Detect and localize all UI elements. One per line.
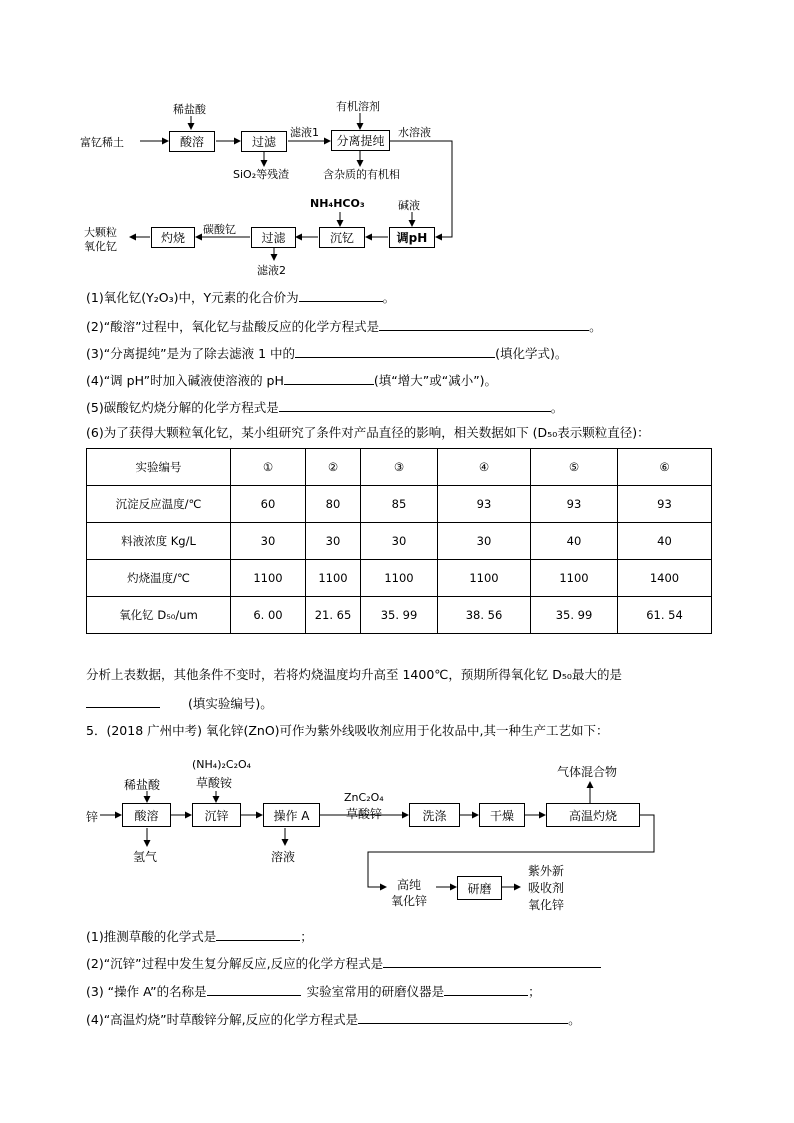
flow2-step-wash: 洗涤 <box>409 803 460 827</box>
flow2-reagent-formula: (NH₄)₂C₂O₄ <box>192 758 252 771</box>
flow1-residue: SiO₂等残渣 <box>233 168 290 181</box>
flow1-nh4hco3: NH₄HCO₃ <box>310 197 365 210</box>
table-cell: 1100 <box>306 560 361 597</box>
flow1-step-separate: 分离提纯 <box>331 130 390 151</box>
question-1-1: (1)氧化钇(Y₂O₃)中，Y元素的化合价为 。 <box>86 287 395 307</box>
table-cell: ① <box>231 449 306 486</box>
table-cell: 30 <box>438 523 531 560</box>
question-1-2: (2)“酸溶”过程中，氧化钇与盐酸反应的化学方程式是 。 <box>86 316 602 336</box>
flow1-step-calcine: 灼烧 <box>151 227 195 248</box>
answer-blank[interactable] <box>216 926 300 941</box>
table-cell: ② <box>306 449 361 486</box>
question-5-header: 5．(2018 广州中考) 氧化锌(ZnO)可作为紫外线吸收剂应用于化妆品中,其一种生产工艺如下： <box>86 723 609 738</box>
question-1-3: (3)“分离提纯”是为了除去滤液 1 中的 (填化学式)。 <box>86 343 567 363</box>
flow2-final-line3: 氧化锌 <box>528 898 565 912</box>
flow2-gas: 气体混合物 <box>557 765 618 779</box>
flow1-product-line2: 氧化钇 <box>84 240 117 253</box>
table-cell: 1400 <box>618 560 712 597</box>
table-cell: ④ <box>438 449 531 486</box>
table-cell: 30 <box>361 523 438 560</box>
flow2-step-grind: 研磨 <box>457 876 502 900</box>
table-cell: 料液浓度 Kg/L <box>87 523 231 560</box>
flow2-solution: 溶液 <box>271 850 296 864</box>
answer-blank[interactable] <box>444 981 528 996</box>
flow1-carbonate: 碳酸钇 <box>203 223 236 236</box>
table-cell: 实验编号 <box>87 449 231 486</box>
flow2-step-op: 操作 A <box>263 803 320 827</box>
question-1-5: (5)碳酸钇灼烧分解的化学方程式是 。 <box>86 397 563 417</box>
question-5-3: (3) “操作 A”的名称是 实验室常用的研磨仪器是 ； <box>86 981 541 1001</box>
flow1-filtrate2: 滤液2 <box>257 264 286 277</box>
flow2-product-name: 草酸锌 <box>346 807 383 821</box>
flow2-step-precip: 沉锌 <box>192 803 241 827</box>
question-5-2: (2)“沉锌”过程中发生复分解反应,反应的化学方程式是 <box>86 953 601 973</box>
table-cell: 沉淀反应温度/℃ <box>87 486 231 523</box>
answer-blank[interactable] <box>383 953 601 968</box>
flow1-aqueous: 水溶液 <box>398 126 431 139</box>
table-cell: 38. 56 <box>438 597 531 634</box>
flow1-acid: 稀盐酸 <box>173 103 206 116</box>
table-cell: 35. 99 <box>531 597 618 634</box>
flow1-input: 富钇稀土 <box>80 136 124 149</box>
question-1-4: (4)“调 pH”时加入碱液使溶液的 pH (填“增大”或“减小”)。 <box>86 370 497 390</box>
analysis-line2: (填实验编号)。 <box>86 693 273 713</box>
table-cell: 21. 65 <box>306 597 361 634</box>
table-cell: 30 <box>306 523 361 560</box>
table-cell: 1100 <box>438 560 531 597</box>
flow2-pure-line1: 高纯 <box>397 878 422 892</box>
flow2-acid: 稀盐酸 <box>124 778 161 792</box>
question-5-4: (4)“高温灼烧”时草酸锌分解,反应的化学方程式是 。 <box>86 1009 581 1029</box>
answer-blank[interactable] <box>358 1009 568 1024</box>
flow2-final-line2: 吸收剂 <box>528 881 565 895</box>
flow1-step-filter2: 过滤 <box>251 227 296 248</box>
table-cell: 61. 54 <box>618 597 712 634</box>
table-cell: 93 <box>438 486 531 523</box>
flow1-filtrate1: 滤液1 <box>290 126 319 139</box>
question-5-1: (1)推测草酸的化学式是 ； <box>86 926 313 946</box>
table-cell: 灼烧温度/℃ <box>87 560 231 597</box>
table-cell: ⑤ <box>531 449 618 486</box>
table-cell: 1100 <box>361 560 438 597</box>
flow2-step-acid: 酸溶 <box>122 803 171 827</box>
flow2-final-line1: 紫外新 <box>528 864 565 878</box>
table-cell: 6. 00 <box>231 597 306 634</box>
question-1-6: (6)为了获得大颗粒氧化钇，某小组研究了条件对产品直径的影响，相关数据如下 (D₅₀表示颗粒直径)： <box>86 425 650 440</box>
table-cell: 35. 99 <box>361 597 438 634</box>
table-cell: 60 <box>231 486 306 523</box>
table-cell: 93 <box>531 486 618 523</box>
flow1-step-acid: 酸溶 <box>169 131 215 152</box>
analysis-line1: 分析上表数据，其他条件不变时，若将灼烧温度均升高至 1400℃，预期所得氧化钇 D₅₀最大的是 <box>86 667 622 682</box>
table-cell: 40 <box>618 523 712 560</box>
table-cell: 氧化钇 D₅₀/um <box>87 597 231 634</box>
flow1-step-ph: 调pH <box>389 227 435 248</box>
table-cell: 93 <box>618 486 712 523</box>
table-cell: 40 <box>531 523 618 560</box>
flow2-step-calcine: 高温灼烧 <box>546 803 640 827</box>
flow1-step-filter: 过滤 <box>241 131 287 152</box>
table-cell: 80 <box>306 486 361 523</box>
table-cell: 85 <box>361 486 438 523</box>
flow1-organic-phase: 含杂质的有机相 <box>323 168 400 181</box>
flow2-pure-line2: 氧化锌 <box>391 894 428 908</box>
flow1-organic-solvent: 有机溶剂 <box>336 100 380 113</box>
flow2-product-formula: ZnC₂O₄ <box>344 791 384 804</box>
flow1-step-precip: 沉钇 <box>319 227 365 248</box>
table-cell: 30 <box>231 523 306 560</box>
flow1-product-line1: 大颗粒 <box>84 226 117 239</box>
table-cell: ⑥ <box>618 449 712 486</box>
flow2-hydrogen: 氢气 <box>133 850 158 864</box>
table-cell: 1100 <box>231 560 306 597</box>
flow1-alkali: 碱液 <box>398 199 420 212</box>
flow2-step-dry: 干燥 <box>479 803 525 827</box>
answer-blank[interactable] <box>207 981 301 996</box>
table-cell: 1100 <box>531 560 618 597</box>
flow2-zinc: 锌 <box>86 810 99 824</box>
flow2-reagent-name: 草酸铵 <box>196 776 233 790</box>
table-cell: ③ <box>361 449 438 486</box>
